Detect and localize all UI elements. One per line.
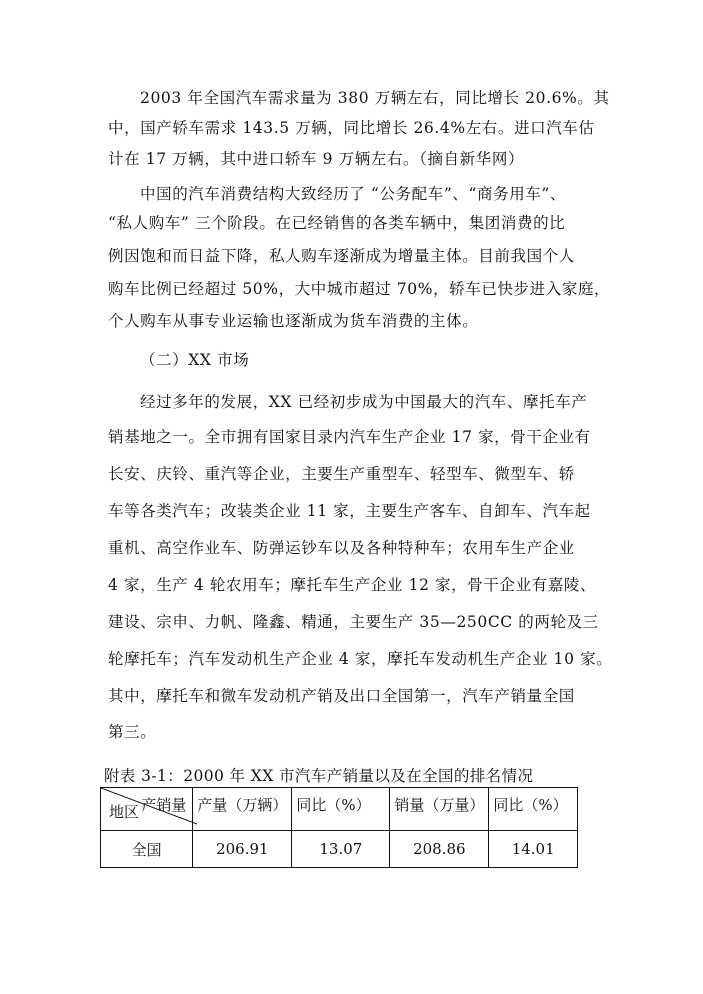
paragraph-1-line-3: 计在 17 万辆，其中进口轿车 9 万辆左右。（摘自新华网） (108, 150, 525, 168)
section-heading: （二）XX 市场 (140, 351, 250, 369)
paragraph-2-line-5: 个人购车从事专业运输也逐渐成为货车消费的主体。 (108, 312, 479, 330)
sales-value: 208.86 (390, 831, 489, 868)
sales-yoy-value: 14.01 (489, 831, 578, 868)
paragraph-3-line-3: 长安、庆铃、重汽等企业，主要生产重型车、轻型车、微型车、轿 (108, 465, 575, 483)
region-cell: 全国 (101, 831, 193, 868)
paragraph-3-line-5: 重机、高空作业车、防弹运钞车以及各种特种车；农用车生产企业 (108, 539, 575, 557)
paragraph-3-line-2: 销基地之一。全市拥有国家目录内汽车生产企业 17 家，骨干企业有 (108, 428, 591, 446)
paragraph-2-line-2: “私人购车” 三个阶段。在已经销售的各类车辆中，集团消费的比 (108, 214, 566, 232)
sales-table (100, 787, 578, 868)
table-caption: 附表 3-1：2000 年 XX 市汽车产销量以及在全国的排名情况 (104, 767, 534, 785)
header-sales: 销量（万量） (390, 788, 489, 831)
paragraph-3-line-6: 4 家，生产 4 轮农用车；摩托车生产企业 12 家，骨干企业有嘉陵、 (108, 576, 597, 594)
output-yoy-value: 13.07 (292, 831, 390, 868)
header-sales-yoy: 同比（%） (489, 788, 578, 831)
table-header-row (101, 788, 578, 831)
corner-cell (101, 788, 193, 831)
paragraph-2-line-4: 购车比例已经超过 50%，大中城市超过 70%，轿车已快步进入家庭， (108, 280, 611, 298)
paragraph-3-line-8: 轮摩托车；汽车发动机生产企业 4 家，摩托车发动机生产企业 10 家。 (108, 650, 613, 668)
corner-label-bottom: 地区 (109, 803, 140, 821)
paragraph-3-line-4: 车等各类汽车；改装类企业 11 家，主要生产客车、自卸车、汽车起 (108, 502, 591, 520)
paragraph-2-line-3: 例因饱和而日益下降，私人购车逐渐成为增量主体。目前我国个人 (108, 247, 575, 265)
paragraph-3-line-7: 建设、宗申、力帆、隆鑫、精通，主要生产 35—250CC 的两轮及三 (108, 613, 599, 631)
header-output: 产量（万辆） (193, 788, 292, 831)
header-output-yoy: 同比（%） (292, 788, 390, 831)
paragraph-1-line-1: 2003 年全国汽车需求量为 380 万辆左右，同比增长 20.6%。其 (140, 89, 610, 107)
paragraph-3-line-10: 第三。 (108, 723, 157, 741)
paragraph-1-line-2: 中，国产轿车需求 143.5 万辆，同比增长 26.4%左右。进口汽车估 (108, 119, 595, 137)
output-value: 206.91 (193, 831, 292, 868)
corner-label-top: 产销量 (141, 796, 187, 814)
paragraph-2-line-1: 中国的汽车消费结构大致经历了 “公务配车”、“商务用车”、 (140, 185, 567, 203)
paragraph-3-line-9: 其中，摩托车和微车发动机产销及出口全国第一，汽车产销量全国 (108, 687, 575, 705)
paragraph-3-line-1: 经过多年的发展，XX 已经初步成为中国最大的汽车、摩托车产 (140, 393, 588, 411)
